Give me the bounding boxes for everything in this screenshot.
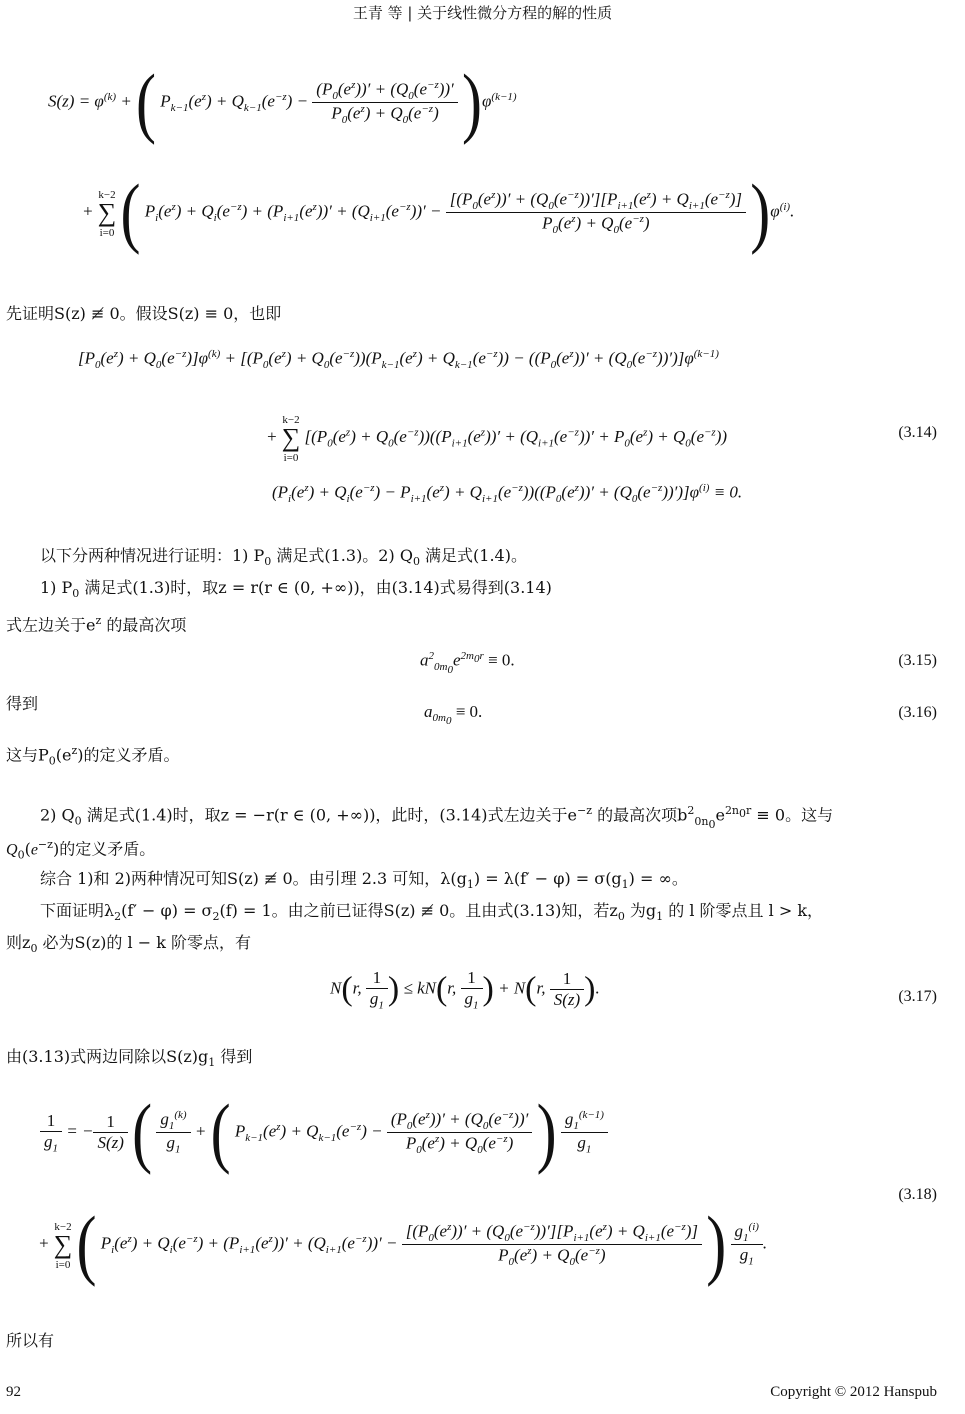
paragraph-two-cases: 以下分两种情况进行证明：1) $P_0$ 满足式(1.3)。2) $Q_0$ 满足式(1.4)。: [40, 546, 527, 569]
equation-3-15: $a^2_{0m_0}e^{2m_0r} \equiv 0$.: [420, 650, 515, 677]
paragraph-obtain: 得到: [6, 694, 39, 713]
page-number: 92: [6, 1384, 21, 1400]
paragraph-zero-order: 则$z_0$ 必为S(z)的 l − k 阶零点，有: [6, 933, 251, 956]
equation-3-14-line3: $(P_i(e^z) + Q_i(e^{-z}) - P_{i+1}(e^z) + Q_{i+1}(e^{-z}))((P_0(e^z))' + (Q_0(e^{-z}))')]\varphi^{(i)} \equiv 0$.: [272, 482, 743, 506]
paragraph-divide: 由(3.13)式两边同除以$S(z)g_1$ 得到: [6, 1047, 253, 1070]
paragraph-case2: 2) $Q_0$ 满足式(1.4)时，取z = −r(r ∈ (0, +∞))，此时，(3.14)式左边关于$e^{-z}$ 的最高次项$b^2_{0n_0}e^{2n_0r} \equiv 0$。这与: [40, 804, 834, 831]
paragraph-contradiction-2: $Q_0(e^{-z})$的定义矛盾。: [6, 838, 156, 862]
equation-3-18-line1: $\frac{1}{g_1}$ = − $\frac{1}{S(z)}$ ( $\frac{g_1^{(k)}}{g_1}$ + ( $P_{k-1}(e^z) + Q_{k-1}(e^{-z})$ − $\frac{(P_0(e^z))' + (Q_0(e^{-z}))'}{P_0(e^z) + Q_0(e^{-z})}$ ) $\frac{g_1^{(k-1)}}{g_1}$: [40, 1098, 965, 1167]
equation-S-line1: $S(z) = \varphi^{(k)}$ + ( $P_{k-1}(e^z) + Q_{k-1}(e^{-z})$ − $\frac{(P_0(e^z))' + (Q_0(e^{-z}))'}{P_0(e^z) + Q_0(e^{-z})}$ )$\varphi^{(k-1)}$: [48, 58, 517, 145]
equation-number-3-18: (3.18): [898, 1186, 937, 1203]
equation-number-3-15: (3.15): [898, 652, 937, 669]
paragraph-prove-S-nonzero: 先证明S(z) ≢ 0。假设S(z) ≡ 0，也即: [6, 304, 282, 323]
paragraph-prove-lambda2: 下面证明$\lambda_2(f' - \varphi) = \sigma_2(f) = 1$。由之前已证得S(z) ≢ 0。且由式(3.13)知，若$z_0$ 为$g_1$ 的 l 阶零点且 l > k，: [40, 901, 824, 924]
paragraph-therefore: 所以有: [6, 1331, 55, 1350]
equation-number-3-16: (3.16): [898, 704, 937, 721]
equation-3-14-line1: $[P_0(e^z) + Q_0(e^{-z})]\varphi^{(k)} + [(P_0(e^z) + Q_0(e^{-z}))(P_{k-1}(e^z) + Q_{k-1}(e^{-z})) - ((P_0(e^z))' + (Q_0(e^{-z}))')]\varphi^{(k-1)}$: [78, 348, 719, 372]
equation-3-17: N(r, $\frac{1}{g_1}$ ) ≤ kN(r, $\frac{1}{g_1}$ ) + N(r, $\frac{1}{S(z)}$ ).: [330, 968, 600, 1012]
equation-S-line2: + k−2 ∑ i=0 ( $P_i(e^z) + Q_i(e^{-z}) + (P_{i+1}(e^z))' + (Q_{i+1}(e^{-z}))'$ − $\frac{[(P_0(e^z))' + (Q_0(e^{-z}))'][P_{i+1}(e^z) + Q_{i+1}(e^{-z})]}{P_0(e^z) + Q_0(e^{-z})}$ )$\varphi^{(i)}$.: [82, 168, 795, 255]
equation-number-3-17: (3.17): [898, 988, 937, 1005]
equation-3-16: $a_{0m_0} \equiv 0$.: [424, 702, 483, 728]
paragraph-combine: 综合 1)和 2)两种情况可知S(z) ≢ 0。由引理 2.3 可知，$\lambda(g_1) = \lambda(f' - \varphi) = \sigma(g_1)$ = ∞。: [40, 869, 688, 892]
paragraph-contradiction-1: 这与$P_0(e^z)$的定义矛盾。: [6, 744, 180, 768]
eq-S-lhs: S: [48, 91, 57, 111]
equation-3-18-line2: + k−2 ∑ i=0 ( $P_i(e^z) + Q_i(e^{-z}) + (P_{i+1}(e^z))' + (Q_{i+1}(e^{-z}))'$ − $\frac{[(P_0(e^z))' + (Q_0(e^{-z}))'][P_{i+1}(e^z) + Q_{i+1}(e^{-z})]}{P_0(e^z) + Q_0(e^{-z})}$ ) $\frac{g_1^{(i)}}{g_1}$ .: [38, 1200, 768, 1287]
equation-number-3-14: (3.14): [898, 424, 937, 441]
copyright-notice: Copyright © 2012 Hanspub: [770, 1384, 937, 1400]
paragraph-case1-cont: 式左边关于$e^z$ 的最高次项: [6, 614, 187, 635]
equation-3-14-line2: + k−2 ∑ i=0 [$(P_0(e^z) + Q_0(e^{-z}))((P_{i+1}(e^z))' + (Q_{i+1}(e^{-z}))' + P_0(e^z) + Q_0(e^{-z}))$: [266, 414, 728, 464]
paragraph-case1: 1) $P_0$ 满足式(1.3)时，取z = r(r ∈ (0, +∞))，由(3.14)式易得到(3.14): [40, 578, 552, 601]
running-header: 王青 等 | 关于线性微分方程的解的性质: [352, 4, 613, 22]
